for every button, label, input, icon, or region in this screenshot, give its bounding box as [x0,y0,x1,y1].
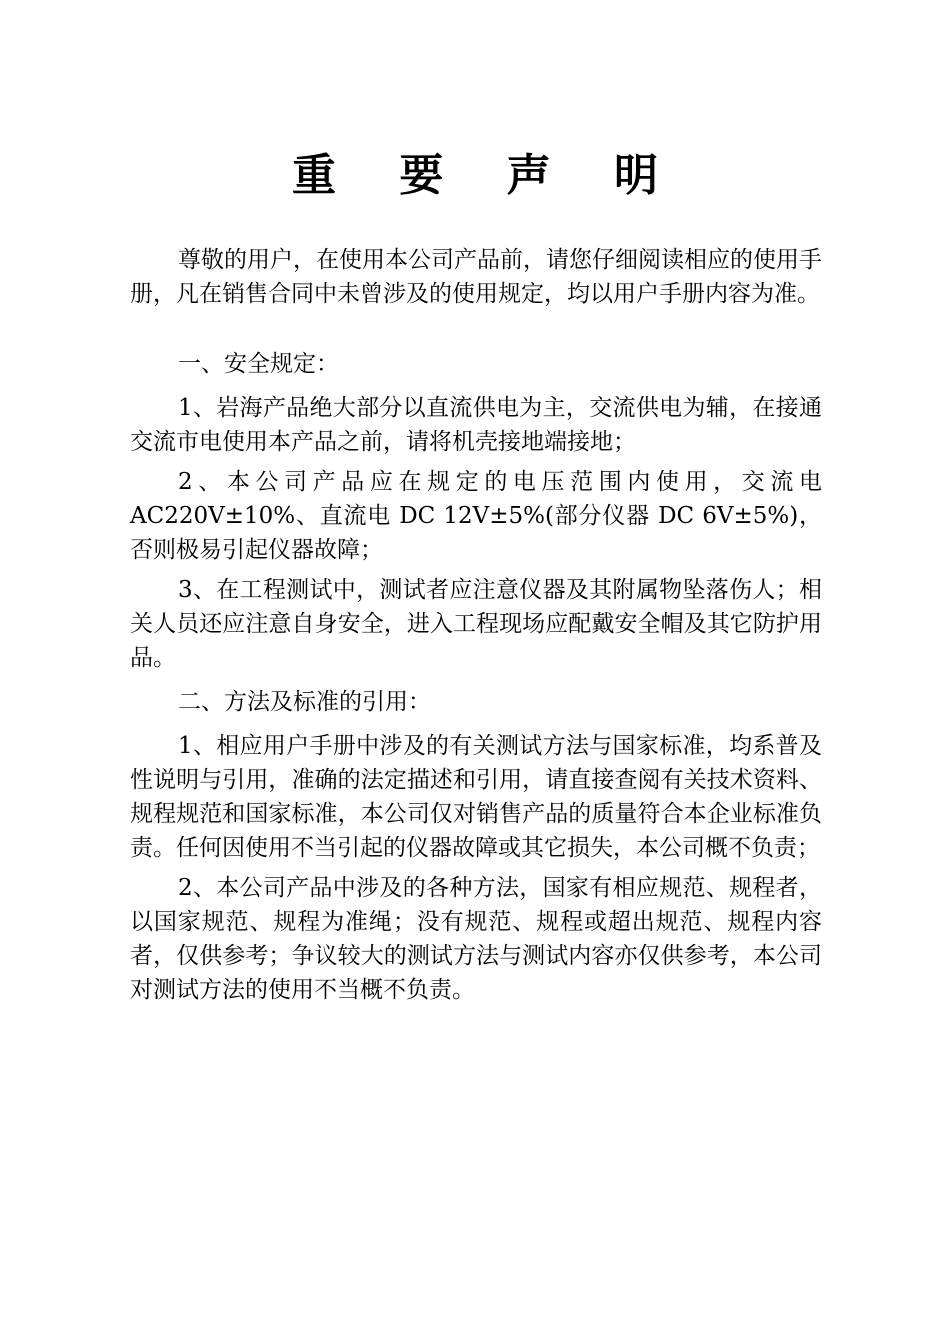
safety-item-1: 1、岩海产品绝大部分以直流供电为主，交流供电为辅，在接通交流市电使用本产品之前，请将机壳接地端接地； [130,395,822,455]
safety-item-3: 3、在工程测试中，测试者应注意仪器及其附属物坠落伤人；相关人员还应注意自身安全，进入工程现场应配戴安全帽及其它防护用品。 [130,577,822,671]
standards-item-2: 2、本公司产品中涉及的各种方法，国家有相应规范、规程者，以国家规范、规程为准绳；没有规范、规程或超出规范、规程内容者，仅供参考；争议较大的测试方法与测试内容亦仅供参考，本公司对测试方法的使用不当概不负责。 [130,875,822,1003]
document-body [130,243,822,1007]
standards-item-1: 1、相应用户手册中涉及的有关测试方法与国家标准，均系普及性说明与引用，准确的法定描述和引用，请直接查阅有关技术资料、规程规范和国家标准，本公司仅对销售产品的质量符合本企业标准负责。任何因使用不当引起的仪器故障或其它损失，本公司概不负责； [130,733,822,861]
section-heading-standards: 二、方法及标准的引用： [178,689,431,715]
page-title: 重 要 声 明 [292,150,682,201]
intro-paragraph: 尊敬的用户，在使用本公司产品前，请您仔细阅读相应的使用手册，凡在销售合同中未曾涉及的使用规定，均以用户手册内容为准。 [130,247,822,307]
section-heading-safety: 一、安全规定： [178,351,339,377]
safety-item-2: 2、本公司产品应在规定的电压范围内使用，交流电AC220V±10%、直流电 DC 12V±5%(部分仪器 DC 6V±5%)，否则极易引起仪器故障； [130,469,822,563]
